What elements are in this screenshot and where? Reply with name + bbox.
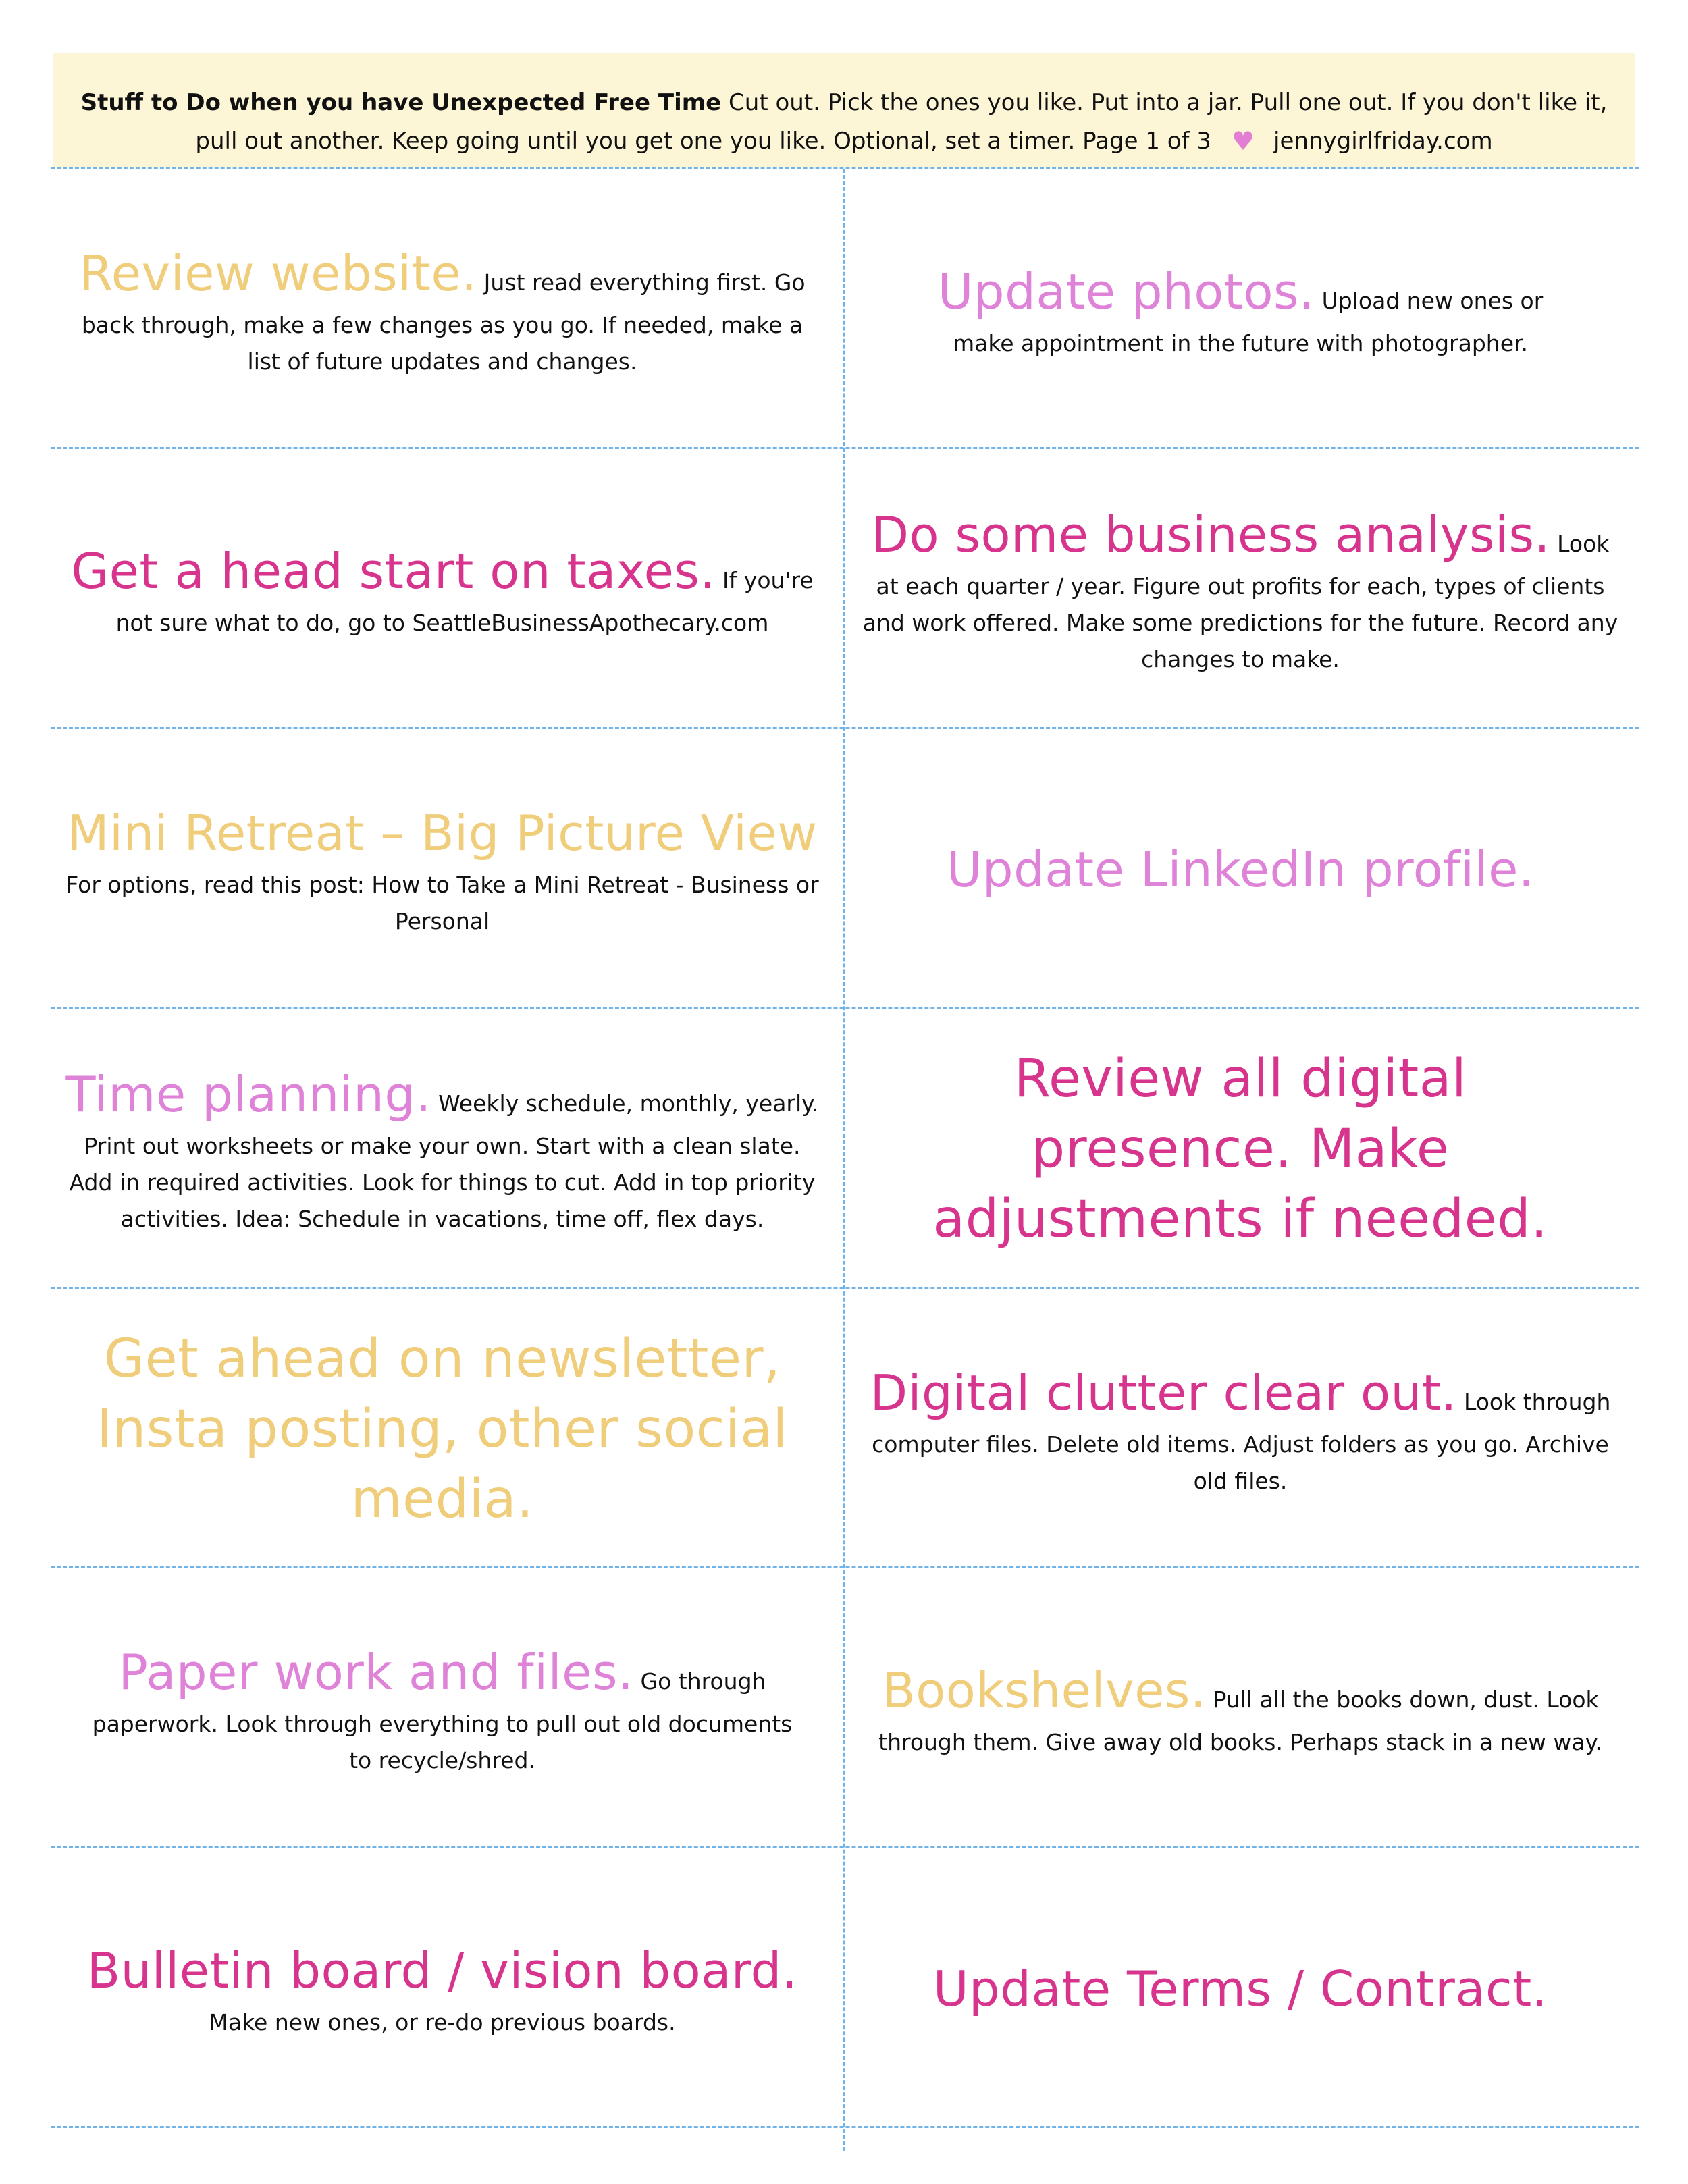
card-description: Upload new ones or make appointment in the future with photographer. bbox=[952, 288, 1544, 356]
card-description: If you're not sure what to do, go to SeattleBusinessApothecary.com bbox=[115, 567, 814, 636]
card-title: Get ahead on newsletter, Insta posting, other social media. bbox=[97, 1329, 788, 1530]
card-description: Look through computer files. Delete old items. Adjust folders as you go. Archive old files. bbox=[872, 1389, 1611, 1494]
card-description: For options, read this post: How to Take a Mini Retreat - Business or Personal bbox=[65, 872, 819, 934]
card-bookshelves bbox=[852, 1569, 1629, 1848]
card-business-analysis bbox=[852, 450, 1629, 729]
card-linkedin bbox=[852, 730, 1629, 1009]
header-text: Cut out. Pick the ones you like. Put into a jar. Pull one out. If you don't like it, pull out another. Keep going until you get one you like. Optional, set a timer. Page 1 of 3 bbox=[195, 89, 1608, 155]
card-description: Weekly schedule, monthly, yearly. Print out worksheets or make your own. Start with a clean slate. Add in required activities. Look for things to cut. Add in top priority activities. Idea: Schedule in vacations, time off, flex days. bbox=[69, 1090, 819, 1232]
card-title: Update LinkedIn profile. bbox=[946, 841, 1535, 898]
card-update-photos bbox=[852, 170, 1629, 450]
card-description: Just read everything first. Go back through, make a few changes as you go. If needed, make a list of future updates and changes. bbox=[81, 269, 806, 375]
card-title: Bulletin board / vision board. bbox=[86, 1942, 798, 1999]
card-title: Time planning. bbox=[65, 1066, 431, 1123]
card-description: Go through paperwork. Look through everything to pull out old documents to recycle/shred. bbox=[92, 1668, 793, 1774]
card-description: Make new ones, or re-do previous boards. bbox=[209, 2009, 676, 2035]
card-newsletter bbox=[54, 1289, 830, 1569]
card-digital-presence bbox=[852, 1009, 1629, 1289]
card-title: Get a head start on taxes. bbox=[71, 543, 716, 600]
card-bulletin-board bbox=[54, 1849, 830, 2129]
card-terms-contract bbox=[852, 1849, 1629, 2129]
card-description: Pull all the books down, dust. Look through them. Give away old books. Perhaps stack in a new way. bbox=[878, 1686, 1602, 1755]
card-digital-clutter bbox=[852, 1289, 1629, 1569]
card-taxes bbox=[54, 450, 830, 729]
header-title: Stuff to Do when you have Unexpected Free Time bbox=[80, 89, 722, 116]
site-name: jennygirlfriday.com bbox=[1273, 128, 1493, 155]
card-title: Bookshelves. bbox=[882, 1662, 1207, 1719]
card-title: Update photos. bbox=[937, 263, 1315, 320]
card-title: Mini Retreat – Big Picture View bbox=[67, 805, 818, 861]
card-title: Review website. bbox=[79, 245, 477, 302]
cut-line-vertical bbox=[843, 169, 845, 2151]
card-title: Do some business analysis. bbox=[871, 506, 1550, 563]
card-title: Review all digital presence. Make adjustments if needed. bbox=[932, 1048, 1548, 1250]
card-review-website bbox=[54, 170, 830, 450]
card-title: Digital clutter clear out. bbox=[870, 1364, 1457, 1421]
card-time-planning bbox=[54, 1009, 830, 1289]
page-header bbox=[53, 53, 1635, 167]
card-mini-retreat bbox=[54, 730, 830, 1009]
card-description: Look at each quarter / year. Figure out profits for each, types of clients and work offered. Make some predictions for the future. Record any changes to make. bbox=[862, 531, 1618, 672]
heart-icon: ♥ bbox=[1231, 126, 1255, 156]
card-title: Paper work and files. bbox=[118, 1644, 634, 1701]
card-title: Update Terms / Contract. bbox=[932, 1961, 1548, 2017]
card-paper-work bbox=[54, 1569, 830, 1848]
